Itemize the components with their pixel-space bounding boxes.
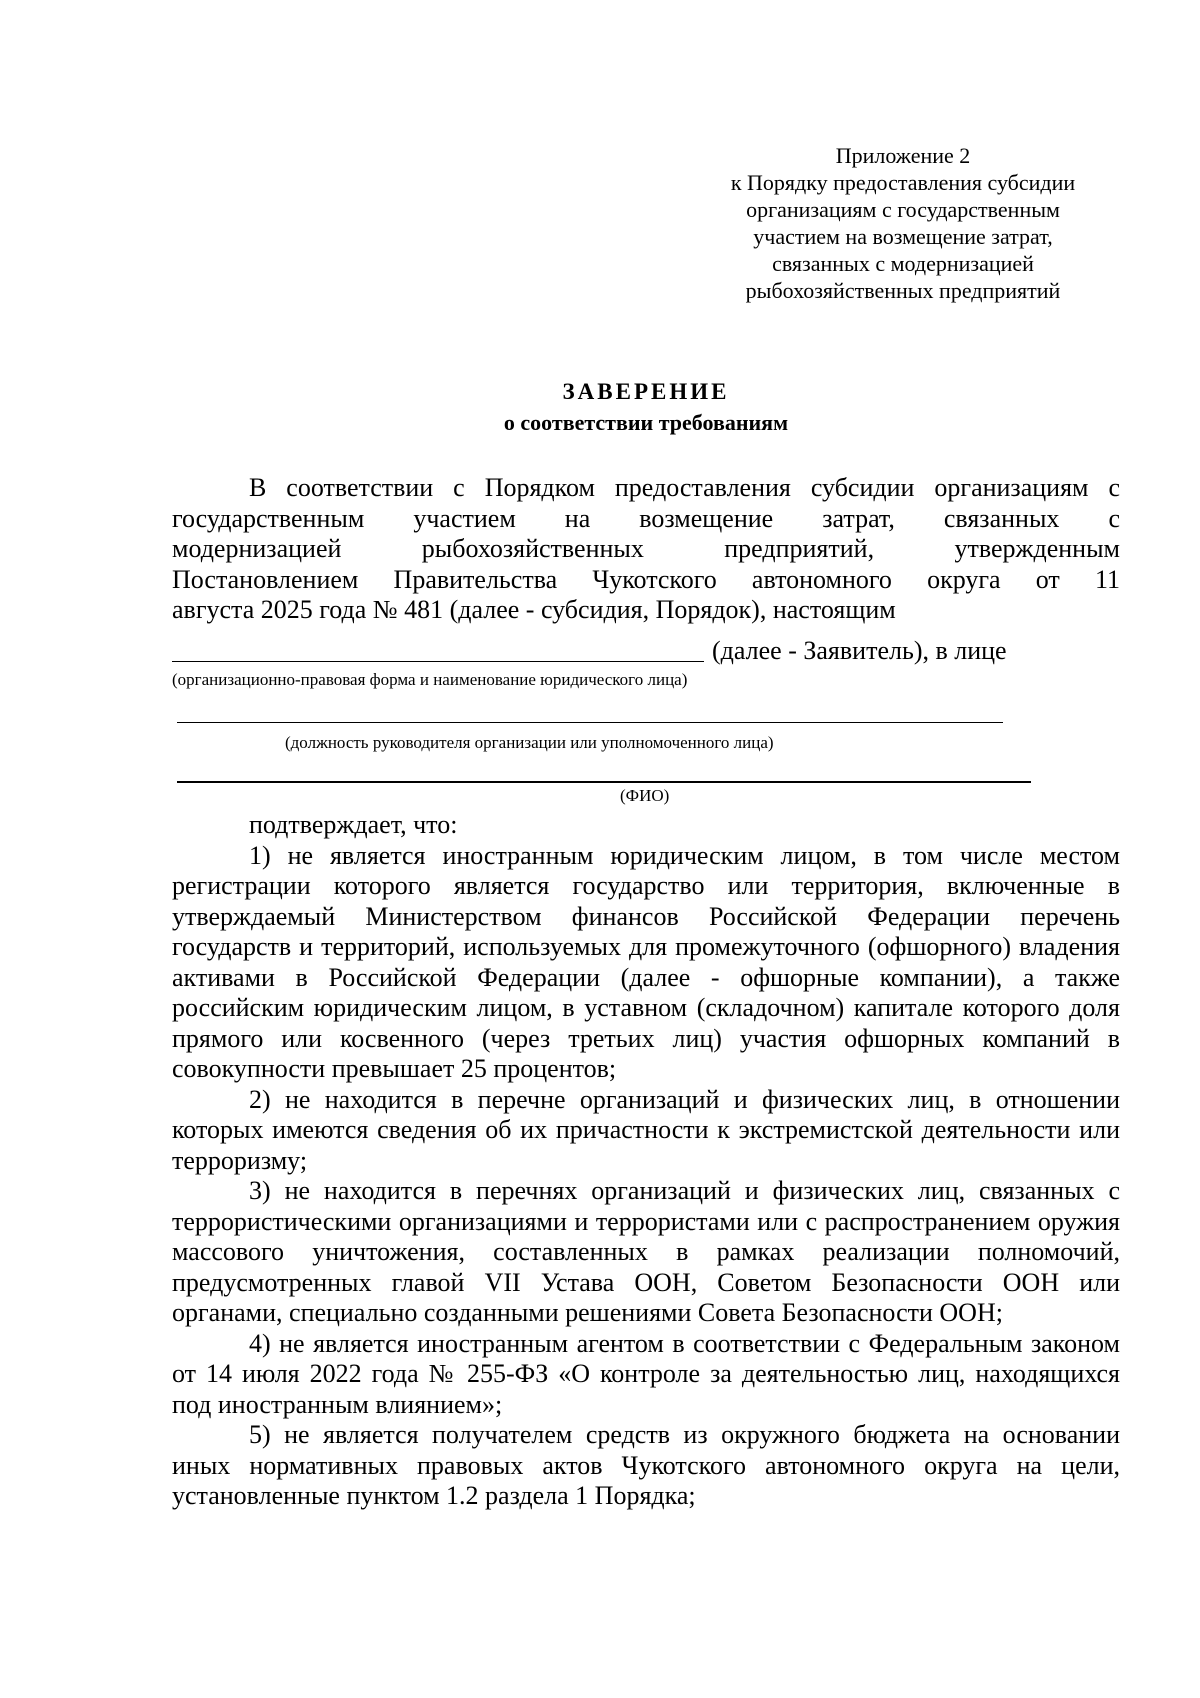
- intro-paragraph: [172, 473, 1120, 626]
- fio-blank-line[interactable]: [177, 781, 1031, 783]
- intro-line: модернизацией рыбохозяйственных предприятий, утвержденным: [172, 534, 1120, 563]
- appendix-line: к Порядку предоставления субсидии: [730, 170, 1076, 195]
- appendix-line: связанных с модернизацией: [772, 251, 1034, 276]
- position-blank-line[interactable]: [177, 722, 1003, 723]
- list-item: 4) не является иностранным агентом в соответствии с Федеральным законом от 14 июля 2022 года № 255-ФЗ «О контроле за деятельностью лиц, находящихся под иностранным влиянием»;: [172, 1328, 1120, 1419]
- intro-line: государственным участием на возмещение затрат, связанных с: [172, 503, 1120, 533]
- list-item: 5) не является получателем средств из окружного бюджета на основании иных нормативных правовых актов Чукотского автономного округа на цели, установленные пунктом 1.2 раздела 1 Порядка;: [172, 1420, 1120, 1510]
- confirms-line: подтверждает, что:: [249, 810, 458, 839]
- confirmation-body: [172, 810, 1120, 1512]
- appendix-line: Приложение 2: [835, 143, 971, 168]
- appendix-line: рыбохозяйственных предприятий: [745, 278, 1061, 303]
- intro-line: Постановлением Правительства Чукотского автономного округа от 11: [172, 564, 1120, 594]
- list-item: 1) не является иностранным юридическим лицом, в том числе местом регистрации которого является государство или территория, включенные в утверждаемый Министерством финансов Российской Федерации перечень государств и территорий, используемых для промежуточного (офшорного) владения активами в Российской Федерации (далее - офшорные компании), а также российским юридическим лицом, в уставном (складочном) капитале которого доля прямого или косвенного (через третьих лиц) участия офшорных компаний в совокупности превышает 25 процентов;: [172, 840, 1120, 1083]
- document-title: ЗАВЕРЕНИЕ: [562, 379, 730, 404]
- list-item: 2) не находится в перечне организаций и физических лиц, в отношении которых имеются сведения об их причастности к экстремистской деятельности или терроризму;: [172, 1084, 1120, 1175]
- document-subtitle: о соответствии требованиям: [503, 410, 789, 435]
- intro-line: В соответствии с Порядком предоставления субсидии организациям с: [249, 473, 1120, 502]
- appendix-header: [718, 142, 1088, 304]
- intro-line: августа 2025 года № 481 (далее - субсидия, Порядок), настоящим: [172, 595, 896, 624]
- appendix-line: участием на возмещение затрат,: [753, 224, 1053, 249]
- applicant-suffix: (далее - Заявитель), в лице: [712, 636, 1007, 665]
- list-item: 3) не находится в перечнях организаций и физических лиц, связанных с террористическими организациями и террористами или с распространением оружия массового уничтожения, составленных в рамках реализации полномочий, предусмотренных главой VII Устава ООН, Советом Безопасности ООН или органами, специально созданными решениями Совета Безопасности ООН;: [172, 1176, 1120, 1327]
- org-name-blank-line[interactable]: [172, 661, 704, 662]
- position-caption: (должность руководителя организации или уполномоченного лица): [285, 733, 774, 752]
- document-title-block: [172, 375, 1120, 438]
- appendix-line: организациям с государственным: [746, 197, 1060, 222]
- fio-caption: (ФИО): [620, 786, 670, 805]
- org-name-caption: (организационно-правовая форма и наименование юридического лица): [172, 670, 688, 689]
